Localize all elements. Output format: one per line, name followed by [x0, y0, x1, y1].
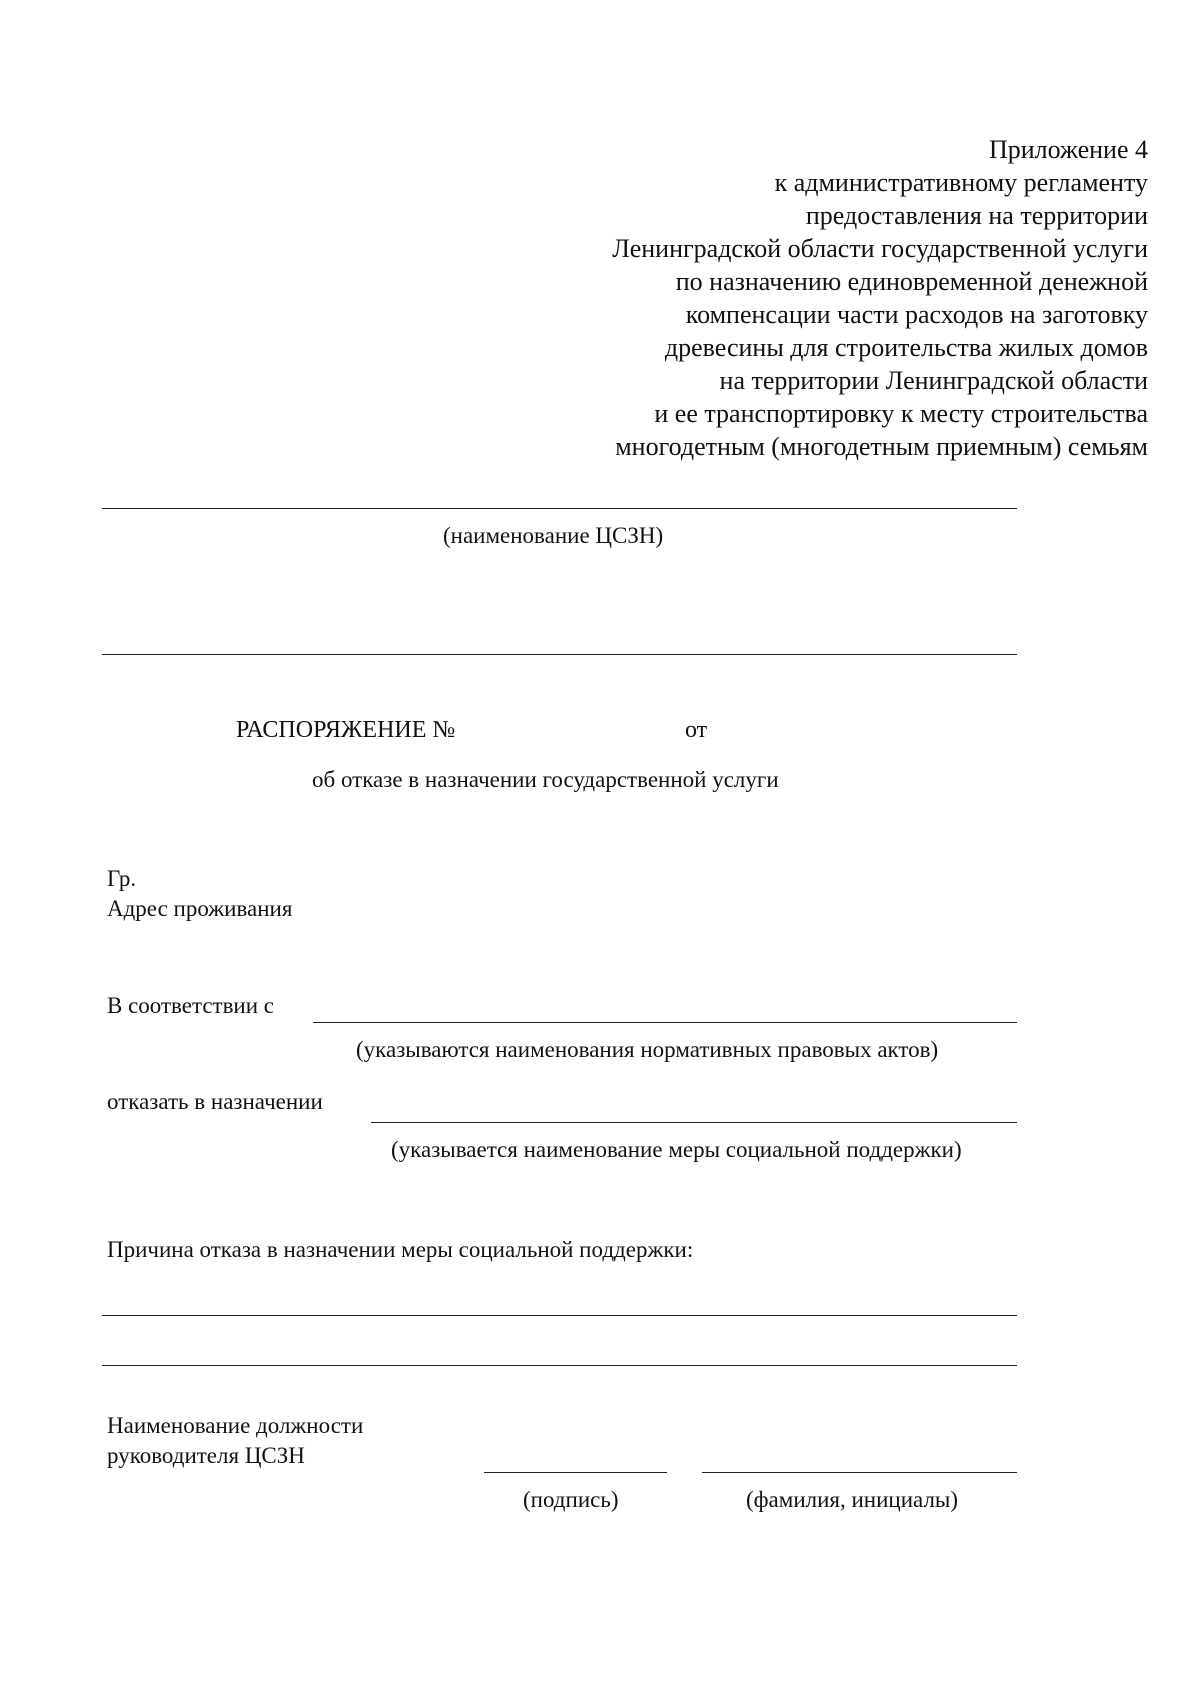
header-line: к административному регламенту: [774, 168, 1148, 197]
basis-line: [313, 1022, 1017, 1023]
org-address-line: [102, 654, 1017, 655]
header-line: и ее транспортировку к месту строительства: [654, 399, 1148, 428]
signature-line: [484, 1472, 667, 1473]
citizen-prefix: Гр.: [107, 866, 137, 891]
reason-line-1: [102, 1315, 1017, 1316]
header-line: по назначению единовременной денежной: [675, 267, 1148, 296]
basis-caption: (указываются наименования нормативных правовых актов): [356, 1037, 939, 1062]
header-line: Ленинградской области государственной услуги: [612, 234, 1148, 263]
signature-caption: (подпись): [523, 1487, 619, 1512]
header-line: древесины для строительства жилых домов: [664, 333, 1148, 362]
citizen-address-label: Адрес проживания: [107, 896, 293, 921]
position-line: руководителя ЦСЗН: [107, 1443, 305, 1468]
order-date-label: от: [685, 717, 708, 743]
name-line: [702, 1472, 1017, 1473]
header-line: компенсации части расходов на заготовку: [685, 300, 1148, 329]
refuse-line: [371, 1122, 1017, 1123]
header-line: многодетным (многодетным приемным) семьям: [615, 432, 1148, 461]
org-name-line: [102, 508, 1017, 509]
header-line: на территории Ленинградской области: [719, 366, 1148, 395]
header-line: предоставления на территории: [805, 201, 1148, 230]
refuse-caption: (указывается наименование меры социальной поддержки): [391, 1137, 962, 1162]
appendix-header: [508, 133, 1148, 463]
order-subject: об отказе в назначении государственной услуги: [312, 767, 779, 792]
signature-position: [107, 1411, 363, 1471]
name-caption: (фамилия, инициалы): [746, 1487, 959, 1512]
reason-line-2: [102, 1365, 1017, 1366]
header-line: Приложение 4: [988, 135, 1148, 164]
citizen-block: [107, 864, 292, 924]
position-line: Наименование должности: [107, 1413, 364, 1438]
reason-label: Причина отказа в назначении меры социальной поддержки:: [107, 1237, 694, 1262]
basis-label: В соответствии с: [107, 993, 275, 1018]
org-name-caption: (наименование ЦСЗН): [443, 523, 664, 548]
refuse-label: отказать в назначении: [107, 1089, 323, 1114]
order-title: РАСПОРЯЖЕНИЕ №: [236, 717, 456, 743]
